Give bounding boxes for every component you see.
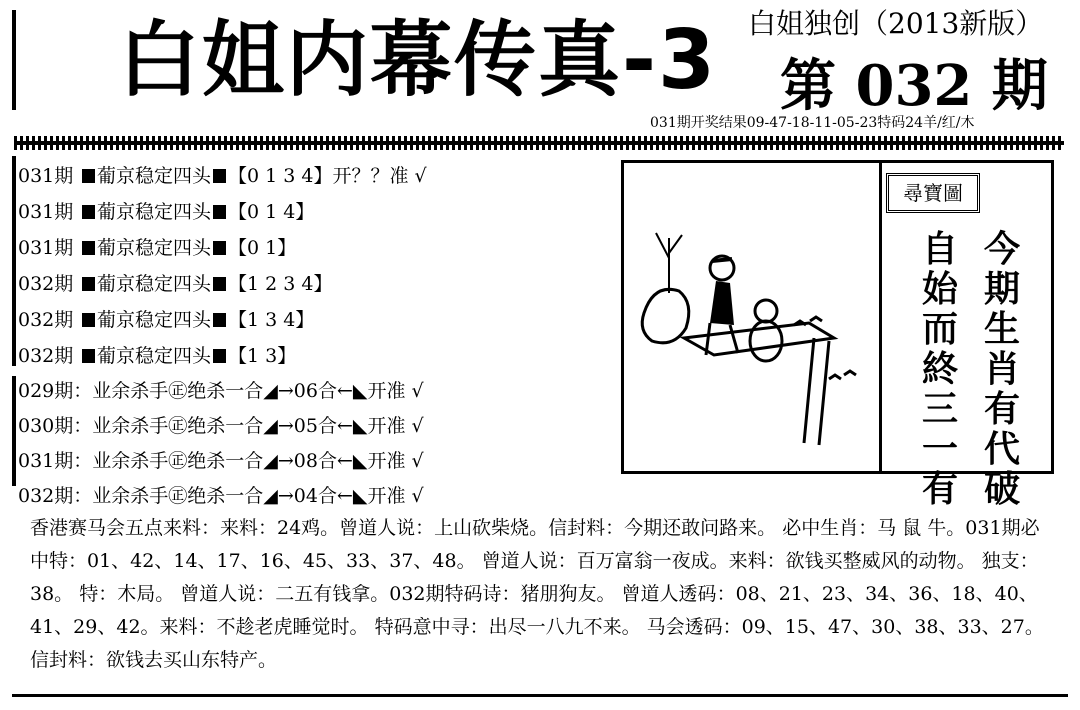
block-icon	[82, 205, 95, 219]
kill-item: 029期：业余杀手㊣绝杀一合◢→06合←◣开准 √	[18, 380, 424, 402]
issue-number: 第 032 期	[780, 53, 1048, 119]
edition-label: 白姐独创（2013新版）	[748, 7, 1044, 40]
info-paragraph: 香港赛马会五点来料：来料：24鸡。曾道人说：上山砍柴烧。信封料：今期还敢问路来。 必中生肖：马 鼠 牛。031期必中特：01、42、14、17、16、45、33、37、48。 曾道人说：百万富翁一夜成。来料：欲钱买整威风的动物。 独支：38。 特：木局。 曾道人说：二五有钱拿。032期特码诗：猪朋狗友。 曾道人透码：08、21、23、34、36、18、40、41、29、42。来料：不趁老虎睡觉时。 特码意中寻：出尽一八九不来。 马会透码：09、15、47、30、38、33、27。 信封料：欲钱去买山东特产。	[30, 517, 1044, 671]
list-item: 031期 葡京稳定四头 【0 1 4】	[18, 201, 315, 223]
left-bar	[12, 10, 16, 110]
list-item: 032期 葡京稳定四头 【1 3】	[18, 345, 297, 367]
vertical-text-right: 今期生肖有代破	[983, 228, 1020, 510]
side-bar	[12, 376, 16, 486]
block-icon	[213, 313, 226, 327]
page-title: 白姐内幕传真-3	[118, 13, 718, 108]
list-item: 032期 葡京稳定四头 【1 2 3 4】	[18, 273, 333, 295]
kill-item: 030期：业余杀手㊣绝杀一合◢→05合←◣开准 √	[18, 415, 424, 437]
side-bar	[12, 156, 16, 366]
cartoon-illustration	[624, 163, 879, 471]
block-icon	[82, 277, 95, 291]
block-icon	[82, 313, 95, 327]
picture-divider	[879, 163, 882, 471]
block-icon	[213, 205, 226, 219]
block-icon	[82, 169, 95, 183]
prediction-list	[18, 158, 608, 514]
block-icon	[213, 169, 226, 183]
list-item: 031期 葡京稳定四头 【0 1】	[18, 237, 297, 259]
header-divider	[14, 136, 1064, 150]
kill-item: 032期：业余杀手㊣绝杀一合◢→04合←◣开准 √	[18, 485, 424, 507]
block-icon	[82, 241, 95, 255]
treasure-map-seal: 尋寶圖	[886, 173, 980, 213]
block-icon	[213, 277, 226, 291]
draw-result: 031期开奖结果09-47-18-11-05-23特码24羊/红/木	[650, 115, 975, 131]
list-item: 031期 葡京稳定四头 【0 1 3 4】开？？准 √	[18, 165, 427, 187]
treasure-picture-box	[621, 160, 1054, 510]
kill-item: 031期：业余杀手㊣绝杀一合◢→08合←◣开准 √	[18, 450, 424, 472]
bottom-divider	[12, 694, 1068, 697]
block-icon	[213, 349, 226, 363]
block-icon	[82, 349, 95, 363]
block-icon	[213, 241, 226, 255]
list-item: 032期 葡京稳定四头 【1 3 4】	[18, 309, 315, 331]
vertical-text-left: 自始而終三一有	[921, 228, 958, 510]
